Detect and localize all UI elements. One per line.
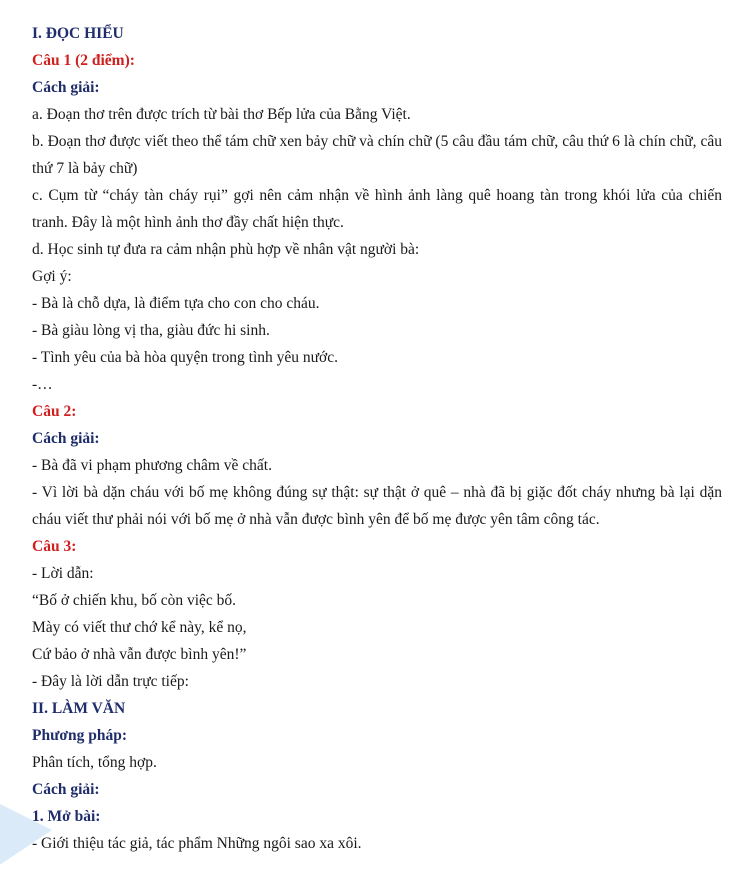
q2-answer-line: - Bà đã vi phạm phương châm về chất. — [32, 457, 272, 474]
q1-hint-item: - Tình yêu của bà hòa quyện trong tình yêu nước. — [32, 349, 338, 366]
section-1-heading: I. ĐỌC HIỂU — [32, 25, 124, 42]
q1-answer-b: b. Đoạn thơ được viết theo thể tám chữ xen bảy chữ và chín chữ (5 câu đầu tám chữ, câu thứ 6 là chín chữ, câu thứ 7 là bảy chữ) — [32, 133, 722, 177]
q1-answer-d: d. Học sinh tự đưa ra cảm nhận phù hợp về nhân vật người bà: — [32, 241, 420, 258]
q3-quote-line: Cứ bảo ở nhà vẫn được bình yên!” — [32, 646, 247, 663]
watermark-logo-icon — [0, 790, 62, 880]
q1-hint-label: Gợi ý: — [32, 268, 72, 285]
s2-intro-text: - Giới thiệu tác giả, tác phẩm Những ngôi sao xa xôi. — [32, 835, 362, 852]
s2-approach-heading: Phương pháp: — [32, 727, 127, 744]
q3-line: - Lời dẫn: — [32, 565, 94, 582]
question-2-heading: Câu 2: — [32, 403, 77, 420]
question-3-heading: Câu 3: — [32, 538, 77, 555]
q1-hint-item: - Bà là chỗ dựa, là điểm tựa cho con cho cháu. — [32, 295, 320, 312]
q3-quote-line: “Bố ở chiến khu, bố còn việc bố. — [32, 592, 237, 609]
q2-method-heading: Cách giải: — [32, 430, 100, 447]
q1-hint-item: -… — [32, 376, 53, 393]
q1-method-heading: Cách giải: — [32, 79, 100, 96]
document-page — [32, 20, 722, 857]
q3-quote-line: Mày có viết thư chớ kể này, kể nọ, — [32, 619, 247, 636]
section-2-heading: II. LÀM VĂN — [32, 700, 126, 717]
q1-hint-item: - Bà giàu lòng vị tha, giàu đức hi sinh. — [32, 322, 270, 339]
q1-answer-c: c. Cụm từ “cháy tàn cháy rụi” gợi nên cảm nhận về hình ảnh làng quê hoang tàn trong khói lửa của chiến tranh. Đây là một hình ảnh thơ đầy chất hiện thực. — [32, 187, 722, 231]
s2-approach-text: Phân tích, tổng hợp. — [32, 754, 157, 771]
q3-line: - Đây là lời dẫn trực tiếp: — [32, 673, 189, 690]
q1-answer-a: a. Đoạn thơ trên được trích từ bài thơ Bếp lửa của Bằng Việt. — [32, 106, 411, 123]
s2-intro-heading: 1. Mở bài: — [32, 808, 101, 825]
q2-answer-line: - Vì lời bà dặn cháu với bố mẹ không đúng sự thật: sự thật ở quê – nhà đã bị giặc đốt cháy nhưng bà lại dặn cháu viết thư phải nói với bố mẹ ở nhà vẫn được bình yên để bố mẹ được yên tâm công tác. — [32, 484, 722, 528]
question-1-heading: Câu 1 (2 điểm): — [32, 52, 135, 69]
s2-method-heading: Cách giải: — [32, 781, 100, 798]
